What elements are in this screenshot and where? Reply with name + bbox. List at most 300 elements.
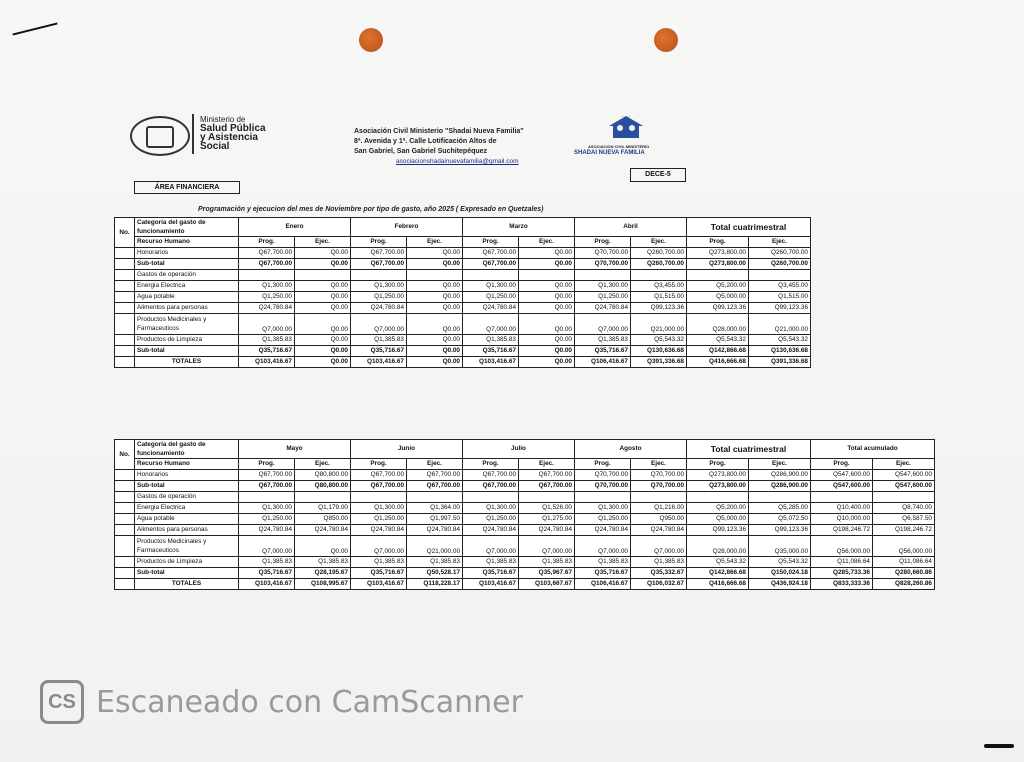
table-row — [115, 270, 811, 281]
value-cell: Q5,543.32 — [631, 335, 687, 346]
value-cell: Q0.00 — [295, 303, 351, 314]
value-cell: Q5,543.32 — [749, 335, 811, 346]
row-label: Honorarios — [135, 470, 239, 481]
value-cell: Q142,866.68 — [687, 346, 749, 357]
row-number — [115, 248, 135, 259]
ministry-name: Ministerio de Salud Pública y Asistencia Social — [200, 115, 266, 152]
value-cell: Q67,700.00 — [239, 259, 295, 270]
value-cell: Q35,716.67 — [463, 568, 519, 579]
guatemala-seal-icon — [130, 116, 190, 156]
value-cell — [351, 492, 407, 503]
column-header-category: Categoría del gasto de funcionamiento — [135, 218, 239, 237]
value-cell: Q1,275.00 — [519, 514, 575, 525]
area-label: ÁREA FINANCIERA — [134, 181, 240, 194]
value-cell — [295, 492, 351, 503]
value-cell: Q0.00 — [407, 346, 463, 357]
row-number — [115, 536, 135, 557]
ejec-header: Ejec. — [631, 459, 687, 470]
value-cell: Q950.00 — [631, 514, 687, 525]
value-cell: Q5,543.32 — [687, 335, 749, 346]
value-cell — [407, 270, 463, 281]
value-cell: Q70,700.00 — [575, 248, 631, 259]
value-cell: Q1,385.83 — [575, 557, 631, 568]
row-number — [115, 514, 135, 525]
value-cell: Q286,900.00 — [749, 481, 811, 492]
value-cell: Q21,000.00 — [631, 314, 687, 335]
value-cell: Q0.00 — [295, 357, 351, 368]
row-number — [115, 503, 135, 514]
value-cell: Q142,866.68 — [687, 568, 749, 579]
value-cell: Q35,716.67 — [351, 346, 407, 357]
camscanner-icon: CS — [40, 680, 84, 724]
table-row — [115, 335, 811, 346]
value-cell: Q198,246.72 — [811, 525, 873, 536]
row-number — [115, 314, 135, 335]
prog-header: Prog. — [463, 459, 519, 470]
value-cell: Q1,250.00 — [239, 514, 295, 525]
table-row — [115, 259, 811, 270]
value-cell: Q67,700.00 — [351, 470, 407, 481]
value-cell: Q198,246.72 — [873, 525, 935, 536]
pen-mark — [12, 22, 57, 35]
month-header: Mayo — [239, 440, 351, 459]
prog-header: Prog. — [575, 459, 631, 470]
value-cell: Q391,336.68 — [631, 357, 687, 368]
row-label: Alimentos para personas — [135, 525, 239, 536]
value-cell — [351, 270, 407, 281]
value-cell: Q260,700.00 — [631, 259, 687, 270]
value-cell: Q1,515.00 — [631, 292, 687, 303]
value-cell — [463, 270, 519, 281]
value-cell: Q5,543.32 — [749, 557, 811, 568]
value-cell: Q5,072.50 — [749, 514, 811, 525]
table-row — [115, 292, 811, 303]
value-cell: Q1,300.00 — [463, 281, 519, 292]
prog-header: Prog. — [463, 237, 519, 248]
value-cell: Q260,700.00 — [749, 259, 811, 270]
column-header-category: Categoría del gasto de funcionamiento — [135, 440, 239, 459]
value-cell — [749, 270, 811, 281]
value-cell: Q0.00 — [407, 259, 463, 270]
value-cell: Q99,123.36 — [749, 525, 811, 536]
value-cell: Q35,000.00 — [749, 536, 811, 557]
table-row — [115, 525, 935, 536]
row-label: Recurso Humano — [135, 237, 239, 248]
value-cell: Q7,000.00 — [351, 536, 407, 557]
value-cell: Q99,123.36 — [631, 303, 687, 314]
row-label: Productos de Limpieza — [135, 335, 239, 346]
value-cell: Q0.00 — [407, 357, 463, 368]
value-cell: Q0.00 — [295, 536, 351, 557]
value-cell: Q273,800.00 — [687, 470, 749, 481]
value-cell — [811, 492, 873, 503]
pen-mark — [984, 744, 1014, 748]
value-cell: Q273,800.00 — [687, 248, 749, 259]
table-row — [115, 314, 811, 335]
value-cell: Q0.00 — [407, 292, 463, 303]
value-cell: Q1,300.00 — [575, 281, 631, 292]
value-cell: Q1,250.00 — [463, 292, 519, 303]
header-row — [115, 440, 935, 459]
value-cell: Q1,526.00 — [519, 503, 575, 514]
association-address: Asociación Civil Ministerio "Shadai Nueva Familia" 8ª. Avenida y 1ª. Calle Lotificación Altos de San Gabriel, San Gabriel Suchitepéquez asociacionshadainuevafamilia@gmail.com — [354, 128, 524, 165]
value-cell: Q67,700.00 — [463, 470, 519, 481]
value-cell: Q67,700.00 — [351, 248, 407, 259]
value-cell: Q70,700.00 — [575, 470, 631, 481]
value-cell: Q7,000.00 — [519, 536, 575, 557]
column-header-no: No. — [115, 440, 135, 470]
total-header: Total cuatrimestral — [687, 218, 811, 237]
value-cell: Q273,800.00 — [687, 481, 749, 492]
value-cell: Q103,416.67 — [351, 357, 407, 368]
value-cell: Q108,995.67 — [295, 579, 351, 590]
value-cell: Q28,000.00 — [687, 536, 749, 557]
value-cell: Q67,700.00 — [239, 248, 295, 259]
value-cell: Q70,700.00 — [575, 481, 631, 492]
row-number — [115, 303, 135, 314]
row-label: Sub-total — [135, 259, 239, 270]
value-cell: Q103,667.67 — [519, 579, 575, 590]
row-label: Productos Medicinales y Farmaceuticos — [135, 314, 239, 335]
value-cell: Q0.00 — [295, 259, 351, 270]
value-cell: Q67,700.00 — [239, 470, 295, 481]
value-cell: Q67,700.00 — [463, 481, 519, 492]
value-cell: Q0.00 — [295, 335, 351, 346]
value-cell: Q1,250.00 — [575, 292, 631, 303]
month-header: Agosto — [575, 440, 687, 459]
ejec-header: Ejec. — [295, 237, 351, 248]
value-cell: Q106,416.67 — [575, 579, 631, 590]
value-cell: Q1,300.00 — [239, 503, 295, 514]
value-cell: Q5,000.00 — [687, 514, 749, 525]
ejec-header: Ejec. — [749, 237, 811, 248]
table-row — [115, 503, 935, 514]
value-cell: Q67,700.00 — [463, 259, 519, 270]
value-cell: Q35,716.67 — [575, 568, 631, 579]
value-cell: Q67,700.00 — [463, 248, 519, 259]
row-number — [115, 557, 135, 568]
value-cell: Q273,800.00 — [687, 259, 749, 270]
prog-header: Prog. — [575, 237, 631, 248]
ejec-header: Ejec. — [631, 237, 687, 248]
table-row — [115, 514, 935, 525]
row-label: Productos de Limpieza — [135, 557, 239, 568]
prog-header: Prog. — [351, 459, 407, 470]
value-cell — [407, 492, 463, 503]
row-number — [115, 492, 135, 503]
value-cell: Q1,300.00 — [351, 281, 407, 292]
budget-table-jan-apr — [114, 217, 811, 368]
value-cell: Q1,385.83 — [463, 557, 519, 568]
value-cell: Q56,000.00 — [873, 536, 935, 557]
row-number — [115, 568, 135, 579]
value-cell: Q1,179.00 — [295, 503, 351, 514]
value-cell: Q21,000.00 — [749, 314, 811, 335]
row-label: Agua potable — [135, 514, 239, 525]
value-cell: Q280,660.86 — [873, 568, 935, 579]
value-cell — [687, 492, 749, 503]
table-row — [115, 459, 935, 470]
value-cell: Q0.00 — [407, 248, 463, 259]
value-cell: Q1,385.83 — [351, 335, 407, 346]
prog-header: Prog. — [351, 237, 407, 248]
value-cell: Q150,024.18 — [749, 568, 811, 579]
row-number — [115, 270, 135, 281]
value-cell: Q103,416.67 — [351, 579, 407, 590]
row-label: Energia Electrica — [135, 503, 239, 514]
ejec-header: Ejec. — [873, 459, 935, 470]
table-row — [115, 557, 935, 568]
prog-header: Prog. — [687, 459, 749, 470]
value-cell: Q7,000.00 — [239, 536, 295, 557]
row-number — [115, 292, 135, 303]
value-cell: Q103,416.67 — [239, 357, 295, 368]
total-header: Total cuatrimestral — [687, 440, 811, 459]
row-number — [115, 525, 135, 536]
table-row — [115, 481, 935, 492]
value-cell: Q67,700.00 — [519, 481, 575, 492]
value-cell: Q1,385.83 — [295, 557, 351, 568]
value-cell: Q260,700.00 — [631, 248, 687, 259]
value-cell: Q0.00 — [519, 281, 575, 292]
ejec-header: Ejec. — [749, 459, 811, 470]
value-cell — [239, 492, 295, 503]
value-cell: Q35,967.67 — [519, 568, 575, 579]
value-cell: Q24,780.84 — [463, 525, 519, 536]
value-cell — [749, 492, 811, 503]
table-row — [115, 470, 935, 481]
table-row — [115, 568, 935, 579]
document-code: DECE-5 — [630, 168, 686, 182]
month-header: Enero — [239, 218, 351, 237]
value-cell: Q99,123.36 — [687, 525, 749, 536]
value-cell: Q1,250.00 — [239, 292, 295, 303]
value-cell: Q24,780.84 — [519, 525, 575, 536]
value-cell — [631, 270, 687, 281]
shadai-logo: ASOCIACION CIVIL MINISTERIO SHADAI NUEVA FAMILIA — [588, 108, 698, 158]
value-cell: Q24,780.84 — [351, 303, 407, 314]
value-cell: Q286,900.00 — [749, 470, 811, 481]
value-cell: Q1,300.00 — [239, 281, 295, 292]
row-label: Sub-total — [135, 346, 239, 357]
value-cell: Q7,000.00 — [575, 536, 631, 557]
value-cell: Q1,515.00 — [749, 292, 811, 303]
value-cell: Q547,600.00 — [811, 470, 873, 481]
row-number — [115, 357, 135, 368]
row-label: Sub-total — [135, 568, 239, 579]
value-cell: Q1,250.00 — [463, 514, 519, 525]
prog-header: Prog. — [687, 237, 749, 248]
value-cell: Q0.00 — [295, 346, 351, 357]
ejec-header: Ejec. — [295, 459, 351, 470]
month-header: Febrero — [351, 218, 463, 237]
value-cell: Q67,700.00 — [407, 481, 463, 492]
value-cell: Q5,000.00 — [687, 292, 749, 303]
row-label: Gastos de operación — [135, 492, 239, 503]
value-cell: Q24,780.84 — [631, 525, 687, 536]
row-number — [115, 335, 135, 346]
value-cell: Q11,086.64 — [873, 557, 935, 568]
value-cell: Q35,716.67 — [575, 346, 631, 357]
value-cell: Q5,543.32 — [687, 557, 749, 568]
value-cell: Q5,200.00 — [687, 281, 749, 292]
value-cell: Q0.00 — [519, 314, 575, 335]
value-cell: Q99,123.36 — [749, 303, 811, 314]
value-cell: Q0.00 — [519, 357, 575, 368]
row-number — [115, 481, 135, 492]
value-cell: Q35,332.67 — [631, 568, 687, 579]
value-cell: Q11,086.64 — [811, 557, 873, 568]
value-cell: Q7,000.00 — [463, 536, 519, 557]
table-row — [115, 303, 811, 314]
value-cell: Q0.00 — [519, 292, 575, 303]
row-label: Productos Medicinales y Farmaceuticos — [135, 536, 239, 557]
camscanner-watermark — [40, 680, 523, 724]
value-cell: Q0.00 — [295, 292, 351, 303]
value-cell: Q0.00 — [407, 335, 463, 346]
value-cell: Q1,385.83 — [407, 557, 463, 568]
month-header: Abril — [575, 218, 687, 237]
value-cell: Q1,385.83 — [239, 335, 295, 346]
value-cell: Q35,716.67 — [239, 568, 295, 579]
value-cell: Q8,740.00 — [873, 503, 935, 514]
ministry-logo — [130, 114, 290, 154]
value-cell: Q5,200.00 — [687, 503, 749, 514]
value-cell: Q1,385.83 — [631, 557, 687, 568]
value-cell: Q0.00 — [519, 259, 575, 270]
prog-header: Prog. — [239, 459, 295, 470]
row-label: Sub-total — [135, 481, 239, 492]
value-cell: Q7,000.00 — [351, 314, 407, 335]
value-cell — [295, 270, 351, 281]
table-row — [115, 492, 935, 503]
row-label: Recurso Humano — [135, 459, 239, 470]
prog-header: Prog. — [811, 459, 873, 470]
value-cell: Q1,250.00 — [351, 514, 407, 525]
value-cell: Q67,700.00 — [407, 470, 463, 481]
value-cell: Q1,300.00 — [575, 503, 631, 514]
value-cell: Q70,700.00 — [575, 259, 631, 270]
value-cell: Q0.00 — [295, 314, 351, 335]
value-cell: Q1,364.00 — [407, 503, 463, 514]
row-number — [115, 259, 135, 270]
value-cell: Q0.00 — [519, 346, 575, 357]
value-cell: Q24,780.84 — [351, 525, 407, 536]
value-cell — [239, 270, 295, 281]
camscanner-text: Escaneado con CamScanner — [96, 684, 523, 720]
value-cell: Q24,780.84 — [463, 303, 519, 314]
column-header-no: No. — [115, 218, 135, 248]
value-cell: Q7,000.00 — [463, 314, 519, 335]
value-cell: Q24,780.84 — [407, 525, 463, 536]
row-label: Gastos de operación — [135, 270, 239, 281]
value-cell: Q416,666.68 — [687, 357, 749, 368]
value-cell: Q0.00 — [295, 248, 351, 259]
value-cell: Q35,716.67 — [463, 346, 519, 357]
row-label: TOTALES — [135, 579, 239, 590]
value-cell: Q260,700.00 — [749, 248, 811, 259]
value-cell: Q56,000.00 — [811, 536, 873, 557]
value-cell: Q24,780.84 — [239, 525, 295, 536]
value-cell: Q391,336.68 — [749, 357, 811, 368]
value-cell: Q547,600.00 — [811, 481, 873, 492]
value-cell: Q24,780.84 — [295, 525, 351, 536]
value-cell: Q103,416.67 — [463, 579, 519, 590]
punch-hole-right — [654, 28, 678, 52]
value-cell: Q24,780.84 — [575, 525, 631, 536]
value-cell: Q436,924.18 — [749, 579, 811, 590]
table-row — [115, 357, 811, 368]
value-cell: Q0.00 — [519, 248, 575, 259]
prog-header: Prog. — [239, 237, 295, 248]
value-cell: Q7,000.00 — [631, 536, 687, 557]
value-cell — [575, 492, 631, 503]
value-cell: Q130,636.68 — [631, 346, 687, 357]
ejec-header: Ejec. — [407, 237, 463, 248]
value-cell: Q0.00 — [407, 314, 463, 335]
total-accumulated-header: Total acumulado — [811, 440, 935, 459]
value-cell: Q28,000.00 — [687, 314, 749, 335]
value-cell: Q0.00 — [407, 281, 463, 292]
value-cell: Q1,250.00 — [575, 514, 631, 525]
value-cell: Q7,000.00 — [575, 314, 631, 335]
value-cell: Q6,587.50 — [873, 514, 935, 525]
value-cell: Q24,780.84 — [575, 303, 631, 314]
table-row — [115, 579, 935, 590]
value-cell: Q24,780.84 — [239, 303, 295, 314]
value-cell: Q103,416.67 — [463, 357, 519, 368]
value-cell: Q1,216.00 — [631, 503, 687, 514]
value-cell: Q99,123.36 — [687, 303, 749, 314]
value-cell: Q1,385.83 — [239, 557, 295, 568]
value-cell — [519, 492, 575, 503]
value-cell: Q10,400.00 — [811, 503, 873, 514]
value-cell — [873, 492, 935, 503]
value-cell: Q80,800.00 — [295, 481, 351, 492]
value-cell: Q828,260.86 — [873, 579, 935, 590]
value-cell: Q106,032.67 — [631, 579, 687, 590]
table-row — [115, 248, 811, 259]
value-cell: Q67,700.00 — [519, 470, 575, 481]
value-cell: Q67,700.00 — [239, 481, 295, 492]
value-cell: Q106,416.67 — [575, 357, 631, 368]
value-cell: Q1,385.83 — [351, 557, 407, 568]
value-cell — [687, 270, 749, 281]
value-cell: Q1,997.50 — [407, 514, 463, 525]
value-cell: Q1,300.00 — [463, 503, 519, 514]
email-link[interactable]: asociacionshadainuevafamilia@gmail.com — [396, 158, 519, 165]
month-header: Marzo — [463, 218, 575, 237]
house-family-icon — [606, 116, 646, 140]
row-label: Agua potable — [135, 292, 239, 303]
table-row — [115, 346, 811, 357]
value-cell — [519, 270, 575, 281]
table-caption: Programación y ejecucion del mes de Noviembre por tipo de gasto, año 2025 ( Expresado en Quetzales) — [198, 206, 544, 213]
row-label: Alimentos para personas — [135, 303, 239, 314]
ejec-header: Ejec. — [407, 459, 463, 470]
row-label: TOTALES — [135, 357, 239, 368]
budget-table-may-aug — [114, 439, 935, 590]
value-cell: Q1,250.00 — [351, 292, 407, 303]
value-cell: Q70,700.00 — [631, 470, 687, 481]
punch-hole-left — [359, 28, 383, 52]
value-cell: Q130,636.68 — [749, 346, 811, 357]
value-cell: Q50,528.17 — [407, 568, 463, 579]
month-header: Julio — [463, 440, 575, 459]
table-row — [115, 281, 811, 292]
table-row — [115, 237, 811, 248]
value-cell: Q28,195.67 — [295, 568, 351, 579]
